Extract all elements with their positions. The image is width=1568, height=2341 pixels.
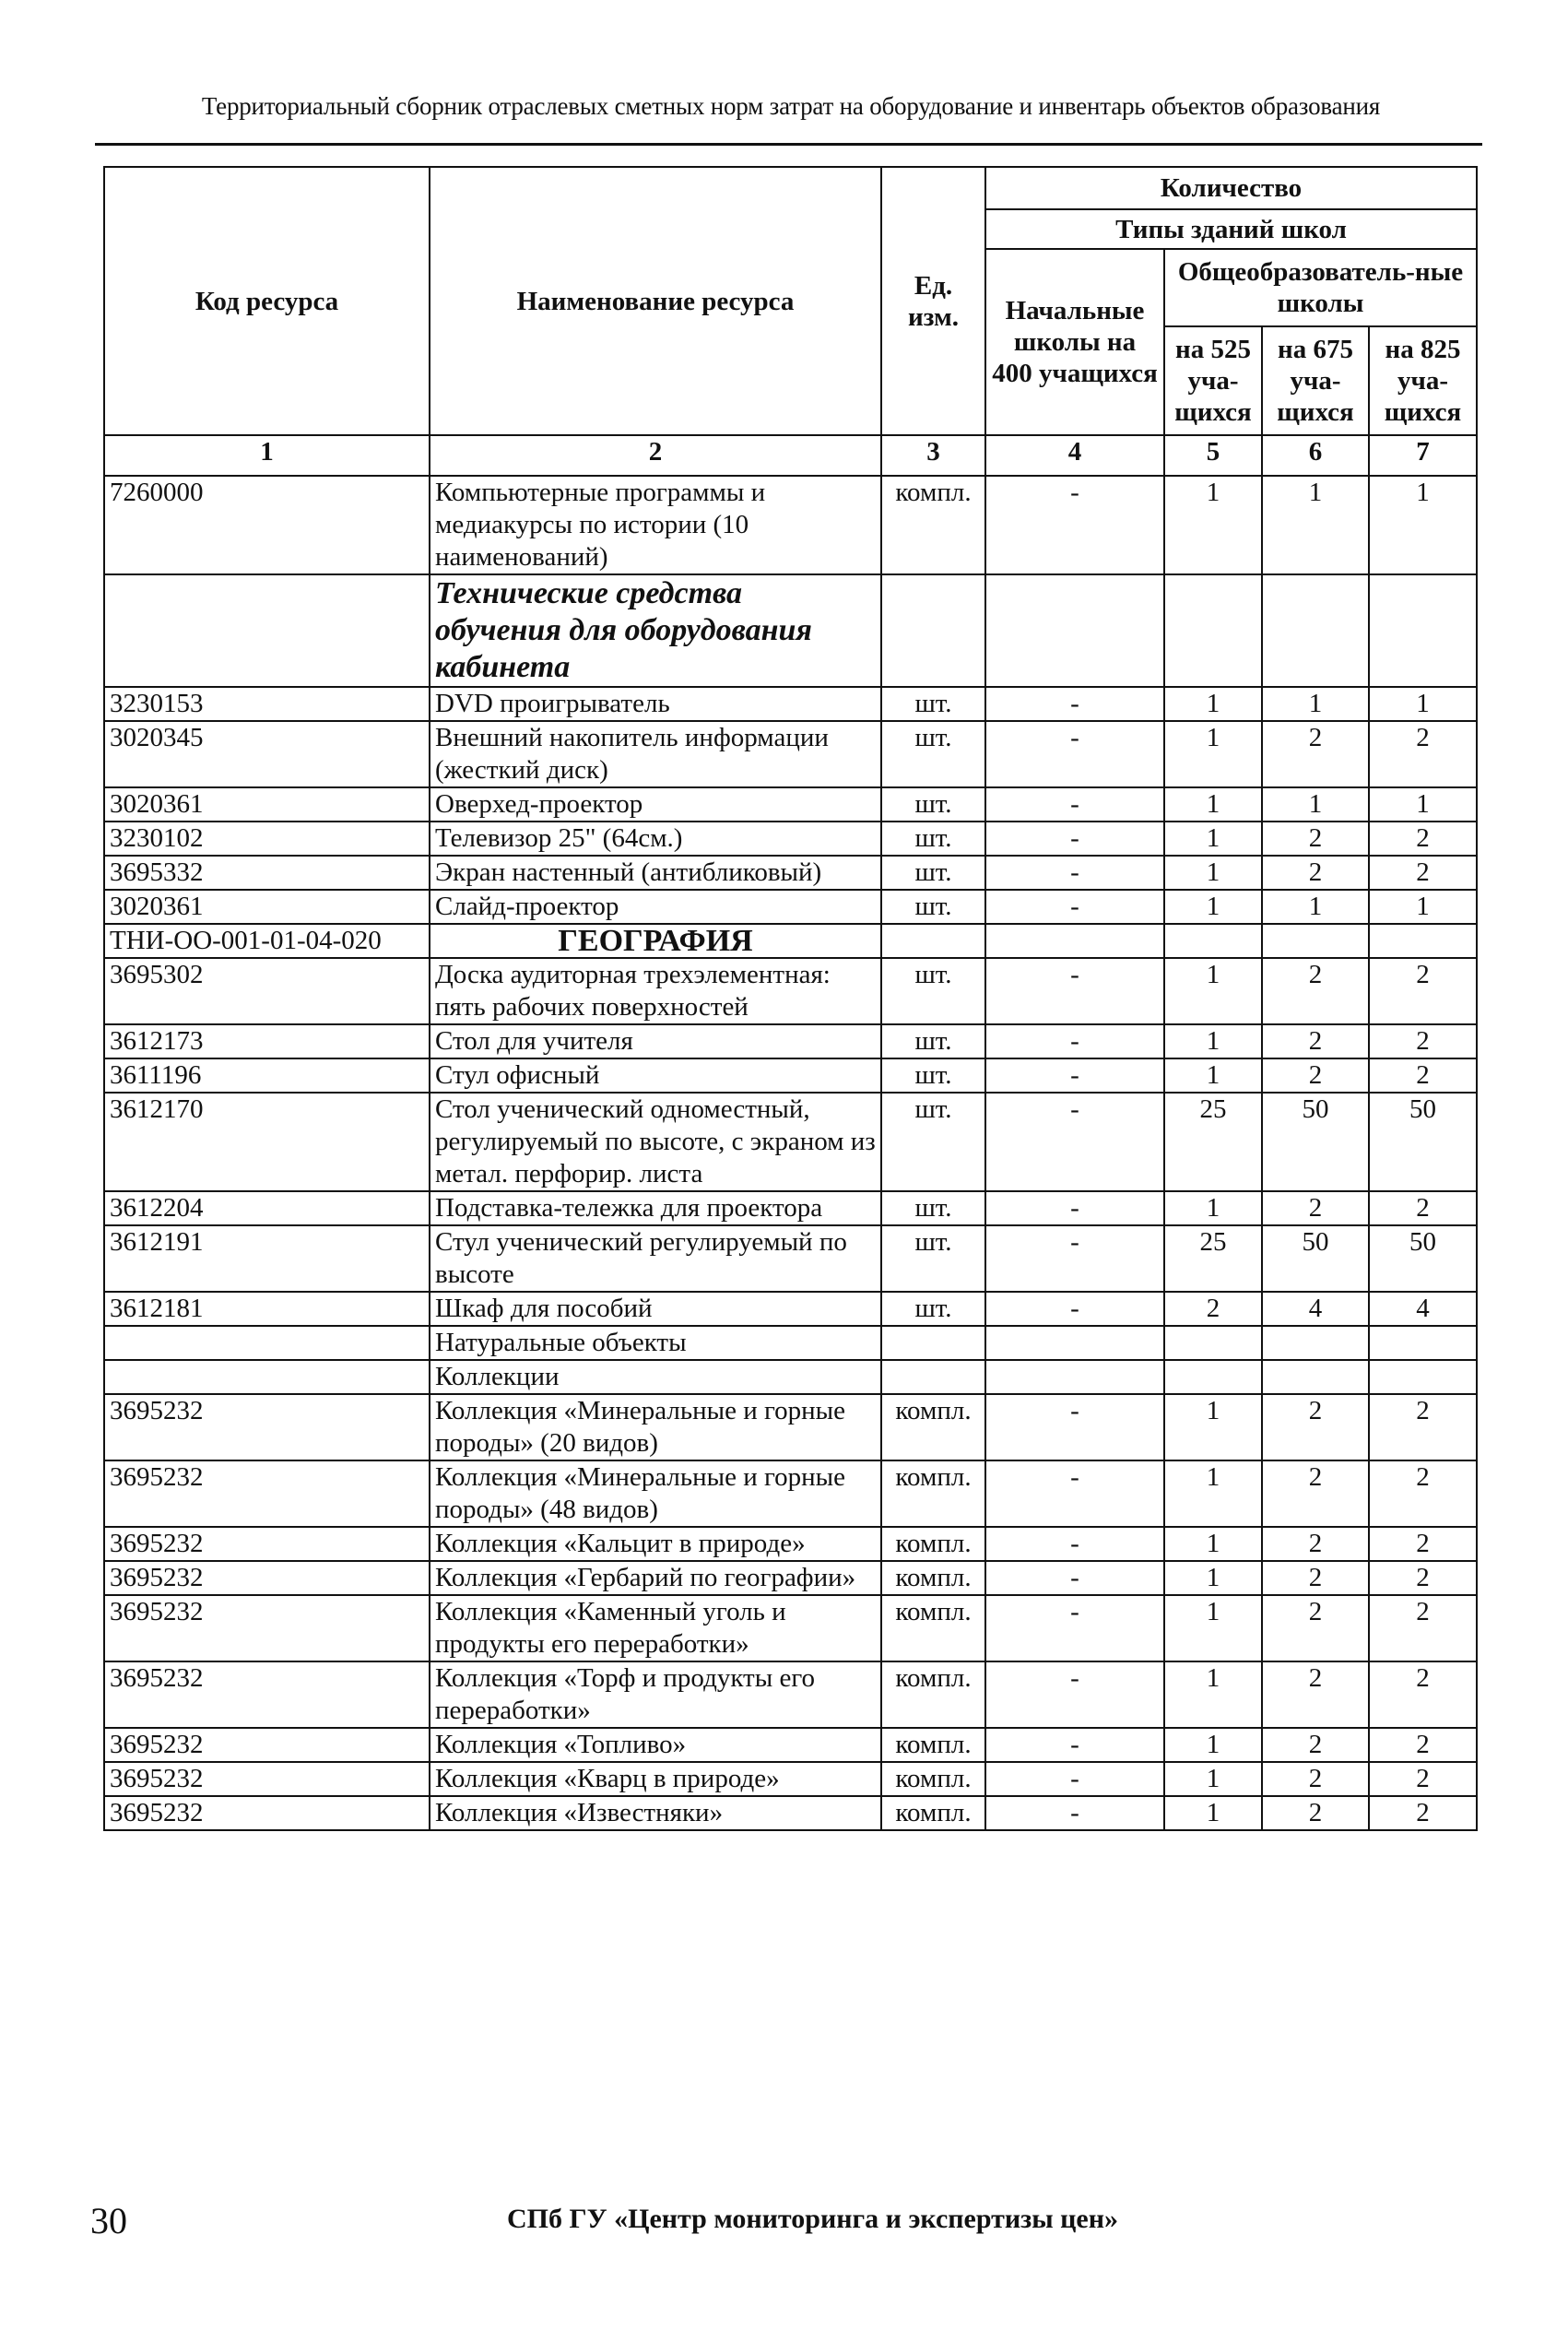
qty-675-cell: 1 (1262, 787, 1369, 822)
qty-825-cell: 2 (1369, 1460, 1477, 1527)
unit-cell: компл. (881, 1595, 985, 1661)
unit-cell (881, 574, 985, 687)
qty-825-cell: 2 (1369, 1661, 1477, 1728)
resource-name-cell: Коллекции (430, 1360, 881, 1394)
qty-675-cell: 2 (1262, 1796, 1369, 1830)
qty-675-cell: 2 (1262, 1191, 1369, 1225)
column-number: 3 (881, 435, 985, 476)
resource-code-cell: 3230153 (104, 687, 430, 721)
unit-cell: шт. (881, 687, 985, 721)
resource-code-cell: 3695232 (104, 1394, 430, 1460)
table-row (104, 1762, 1477, 1796)
resource-code-cell: 3695232 (104, 1728, 430, 1762)
qty-675-cell: 2 (1262, 822, 1369, 856)
unit-cell (881, 1326, 985, 1360)
qty-525-cell (1164, 1360, 1262, 1394)
qty-825-cell: 2 (1369, 1024, 1477, 1058)
unit-cell: шт. (881, 1024, 985, 1058)
unit-cell: шт. (881, 1225, 985, 1292)
resource-code-cell (104, 1326, 430, 1360)
qty-675-cell: 1 (1262, 687, 1369, 721)
resource-name-cell: DVD проигрыватель (430, 687, 881, 721)
qty-525-cell: 1 (1164, 1394, 1262, 1460)
qty-675-cell: 50 (1262, 1093, 1369, 1191)
table-row (104, 1728, 1477, 1762)
qty-525-cell (1164, 1326, 1262, 1360)
unit-cell: шт. (881, 1292, 985, 1326)
resource-name-cell: ГЕОГРАФИЯ (430, 924, 881, 958)
qty-primary-400-cell: - (985, 1191, 1164, 1225)
table-row (104, 1561, 1477, 1595)
qty-675-cell: 2 (1262, 1762, 1369, 1796)
resource-code-cell: 3020345 (104, 721, 430, 787)
qty-525-cell: 1 (1164, 1561, 1262, 1595)
column-number: 2 (430, 435, 881, 476)
qty-825-cell: 1 (1369, 890, 1477, 924)
unit-cell: шт. (881, 890, 985, 924)
resource-name-cell: Подставка-тележка для проектора (430, 1191, 881, 1225)
table-row (104, 1595, 1477, 1661)
qty-675-cell: 2 (1262, 1024, 1369, 1058)
unit-cell: шт. (881, 721, 985, 787)
qty-825-cell: 1 (1369, 687, 1477, 721)
resource-code-cell: 3020361 (104, 787, 430, 822)
unit-cell (881, 1360, 985, 1394)
qty-525-cell: 1 (1164, 1595, 1262, 1661)
table-row (104, 787, 1477, 822)
column-number-row (104, 435, 1477, 476)
qty-primary-400-cell: - (985, 1796, 1164, 1830)
qty-primary-400-cell: - (985, 1762, 1164, 1796)
qty-675-cell (1262, 574, 1369, 687)
qty-525-cell: 25 (1164, 1225, 1262, 1292)
qty-825-cell: 50 (1369, 1093, 1477, 1191)
resource-code-cell: 3611196 (104, 1058, 430, 1093)
resource-code-cell (104, 1360, 430, 1394)
resource-name-cell: Стул ученический регулируемый по высоте (430, 1225, 881, 1292)
qty-525-cell: 1 (1164, 1762, 1262, 1796)
qty-525-cell: 1 (1164, 890, 1262, 924)
qty-525-cell: 1 (1164, 687, 1262, 721)
resource-code-cell: 3695232 (104, 1661, 430, 1728)
qty-825-cell (1369, 1360, 1477, 1394)
qty-525-cell: 1 (1164, 856, 1262, 890)
unit-cell: компл. (881, 1796, 985, 1830)
qty-primary-400-cell: - (985, 890, 1164, 924)
resource-name-cell: Коллекция «Известняки» (430, 1796, 881, 1830)
table-row (104, 476, 1477, 574)
resource-name-cell: Коллекция «Топливо» (430, 1728, 881, 1762)
column-number: 7 (1369, 435, 1477, 476)
qty-675-cell: 1 (1262, 476, 1369, 574)
unit-cell: шт. (881, 822, 985, 856)
unit-cell: шт. (881, 856, 985, 890)
table-row (104, 890, 1477, 924)
resource-code-cell: ТНИ-ОО-001-01-04-020 (104, 924, 430, 958)
resource-code-cell: 3612191 (104, 1225, 430, 1292)
qty-primary-400-cell: - (985, 787, 1164, 822)
qty-825-cell: 2 (1369, 1394, 1477, 1460)
qty-primary-400-cell: - (985, 476, 1164, 574)
qty-primary-400-cell: - (985, 1394, 1164, 1460)
resource-name-cell: Стол для учителя (430, 1024, 881, 1058)
table-row (104, 1360, 1477, 1394)
qty-525-cell (1164, 574, 1262, 687)
resource-code-cell: 3612204 (104, 1191, 430, 1225)
table-row (104, 1460, 1477, 1527)
header-825-students: на 825 уча-щихся (1369, 326, 1477, 435)
resource-code-cell: 3612173 (104, 1024, 430, 1058)
column-number: 1 (104, 435, 430, 476)
qty-675-cell (1262, 924, 1369, 958)
qty-675-cell (1262, 1326, 1369, 1360)
table-row (104, 1058, 1477, 1093)
qty-825-cell (1369, 924, 1477, 958)
resource-name-cell: Натуральные объекты (430, 1326, 881, 1360)
qty-525-cell: 1 (1164, 476, 1262, 574)
resource-name-cell: Коллекция «Кальцит в природе» (430, 1527, 881, 1561)
qty-primary-400-cell: - (985, 822, 1164, 856)
resource-name-cell: Шкаф для пособий (430, 1292, 881, 1326)
table-row (104, 1093, 1477, 1191)
resource-code-cell: 3695232 (104, 1762, 430, 1796)
resource-name-cell: Оверхед-проектор (430, 787, 881, 822)
resource-name-cell: Коллекция «Минеральные и горные породы» (48 видов) (430, 1460, 881, 1527)
qty-825-cell: 2 (1369, 1796, 1477, 1830)
column-number: 5 (1164, 435, 1262, 476)
qty-525-cell: 1 (1164, 721, 1262, 787)
qty-675-cell: 1 (1262, 890, 1369, 924)
qty-675-cell: 2 (1262, 1058, 1369, 1093)
qty-675-cell: 2 (1262, 1460, 1369, 1527)
qty-primary-400-cell: - (985, 1460, 1164, 1527)
qty-525-cell: 1 (1164, 1024, 1262, 1058)
qty-675-cell: 4 (1262, 1292, 1369, 1326)
unit-cell: компл. (881, 1561, 985, 1595)
header-unit: Ед. изм. (881, 167, 985, 435)
unit-cell: компл. (881, 476, 985, 574)
unit-cell: компл. (881, 1661, 985, 1728)
unit-cell: шт. (881, 787, 985, 822)
resource-code-cell (104, 574, 430, 687)
table-row (104, 1292, 1477, 1326)
resource-name-cell: Стол ученический одноместный, регулируемый по высоте, с экраном из метал. перфорир. листа (430, 1093, 881, 1191)
unit-cell: шт. (881, 1093, 985, 1191)
resource-table (103, 166, 1478, 1831)
qty-825-cell: 2 (1369, 1527, 1477, 1561)
qty-825-cell: 1 (1369, 476, 1477, 574)
unit-cell: компл. (881, 1460, 985, 1527)
qty-525-cell: 1 (1164, 1527, 1262, 1561)
qty-primary-400-cell: - (985, 1561, 1164, 1595)
header-quantity: Количество (985, 167, 1477, 209)
qty-825-cell: 2 (1369, 1058, 1477, 1093)
unit-cell: компл. (881, 1762, 985, 1796)
table-row (104, 1024, 1477, 1058)
resource-code-cell: 3612170 (104, 1093, 430, 1191)
qty-primary-400-cell (985, 1326, 1164, 1360)
resource-name-cell: Технические средства обучения для оборудования кабинета (430, 574, 881, 687)
qty-primary-400-cell: - (985, 1024, 1164, 1058)
qty-primary-400-cell: - (985, 687, 1164, 721)
resource-name-cell: Стул офисный (430, 1058, 881, 1093)
resource-name-cell: Коллекция «Торф и продукты его переработки» (430, 1661, 881, 1728)
qty-525-cell: 1 (1164, 1728, 1262, 1762)
resource-code-cell: 3695232 (104, 1561, 430, 1595)
qty-primary-400-cell (985, 924, 1164, 958)
resource-code-cell: 7260000 (104, 476, 430, 574)
resource-code-cell: 3695232 (104, 1595, 430, 1661)
qty-825-cell: 50 (1369, 1225, 1477, 1292)
unit-cell (881, 924, 985, 958)
header-675-students: на 675 уча-щихся (1262, 326, 1369, 435)
page-number: 30 (90, 2200, 127, 2241)
qty-primary-400-cell (985, 574, 1164, 687)
unit-cell: шт. (881, 1058, 985, 1093)
unit-cell: компл. (881, 1527, 985, 1561)
subject-row (104, 924, 1477, 958)
column-number: 4 (985, 435, 1164, 476)
unit-cell: компл. (881, 1394, 985, 1460)
table-row (104, 958, 1477, 1024)
qty-525-cell: 1 (1164, 1661, 1262, 1728)
table-row (104, 1527, 1477, 1561)
qty-primary-400-cell (985, 1360, 1164, 1394)
resource-code-cell: 3695232 (104, 1460, 430, 1527)
column-number: 6 (1262, 435, 1369, 476)
unit-cell: шт. (881, 958, 985, 1024)
qty-825-cell: 2 (1369, 822, 1477, 856)
resource-name-cell: Коллекция «Кварц в природе» (430, 1762, 881, 1796)
qty-675-cell: 2 (1262, 856, 1369, 890)
header-general-schools: Общеобразователь-ные школы (1164, 249, 1477, 326)
table-row (104, 721, 1477, 787)
resource-name-cell: Экран настенный (антибликовый) (430, 856, 881, 890)
header-name: Наименование ресурса (430, 167, 881, 435)
qty-525-cell: 1 (1164, 1796, 1262, 1830)
table-row (104, 1796, 1477, 1830)
qty-825-cell: 2 (1369, 1762, 1477, 1796)
resource-code-cell: 3020361 (104, 890, 430, 924)
qty-525-cell: 1 (1164, 1058, 1262, 1093)
qty-675-cell: 2 (1262, 1661, 1369, 1728)
qty-primary-400-cell: - (985, 1292, 1164, 1326)
resource-name-cell: Доска аудиторная трехэлементная: пять рабочих поверхностей (430, 958, 881, 1024)
resource-code-cell: 3695302 (104, 958, 430, 1024)
footer-organization: СПб ГУ «Центр мониторинга и экспертизы цен» (507, 2204, 1119, 2234)
table-body (104, 435, 1477, 1830)
qty-825-cell: 2 (1369, 721, 1477, 787)
resource-name-cell: Телевизор 25" (64см.) (430, 822, 881, 856)
qty-525-cell: 1 (1164, 1460, 1262, 1527)
qty-525-cell (1164, 924, 1262, 958)
qty-825-cell: 1 (1369, 787, 1477, 822)
resource-name-cell: Коллекция «Минеральные и горные породы» (20 видов) (430, 1394, 881, 1460)
qty-675-cell: 2 (1262, 1394, 1369, 1460)
qty-primary-400-cell: - (985, 1661, 1164, 1728)
resource-name-cell: Компьютерные программы и медиакурсы по истории (10 наименований) (430, 476, 881, 574)
qty-675-cell: 2 (1262, 1728, 1369, 1762)
resource-name-cell: Коллекция «Гербарий по географии» (430, 1561, 881, 1595)
table-row (104, 1661, 1477, 1728)
section-row (104, 574, 1477, 687)
table-row (104, 1191, 1477, 1225)
qty-525-cell: 25 (1164, 1093, 1262, 1191)
qty-825-cell: 2 (1369, 1561, 1477, 1595)
resource-name-cell: Внешний накопитель информации (жесткий диск) (430, 721, 881, 787)
qty-primary-400-cell: - (985, 1527, 1164, 1561)
qty-825-cell: 2 (1369, 1728, 1477, 1762)
qty-primary-400-cell: - (985, 1093, 1164, 1191)
qty-primary-400-cell: - (985, 1728, 1164, 1762)
qty-primary-400-cell: - (985, 856, 1164, 890)
header-primary-schools: Начальные школы на 400 учащихся (985, 249, 1164, 435)
table-row (104, 1394, 1477, 1460)
qty-675-cell: 2 (1262, 1561, 1369, 1595)
qty-825-cell: 2 (1369, 958, 1477, 1024)
unit-cell: компл. (881, 1728, 985, 1762)
qty-primary-400-cell: - (985, 1225, 1164, 1292)
qty-825-cell: 2 (1369, 1191, 1477, 1225)
header-code: Код ресурса (104, 167, 430, 435)
header-525-students: на 525 уча-щихся (1164, 326, 1262, 435)
table-row (104, 856, 1477, 890)
table-row (104, 822, 1477, 856)
page-header: Территориальный сборник отраслевых сметных норм затрат на оборудование и инвентарь объектов образования (201, 92, 1381, 120)
qty-825-cell (1369, 574, 1477, 687)
qty-675-cell: 50 (1262, 1225, 1369, 1292)
qty-675-cell: 2 (1262, 958, 1369, 1024)
qty-825-cell: 2 (1369, 1595, 1477, 1661)
table-row (104, 1326, 1477, 1360)
table-row (104, 1225, 1477, 1292)
resource-name-cell: Слайд-проектор (430, 890, 881, 924)
qty-primary-400-cell: - (985, 721, 1164, 787)
resource-code-cell: 3695232 (104, 1796, 430, 1830)
header-rule (95, 143, 1482, 146)
qty-525-cell: 1 (1164, 958, 1262, 1024)
qty-525-cell: 1 (1164, 822, 1262, 856)
qty-primary-400-cell: - (985, 958, 1164, 1024)
qty-525-cell: 1 (1164, 787, 1262, 822)
resource-code-cell: 3695332 (104, 856, 430, 890)
qty-675-cell: 2 (1262, 1527, 1369, 1561)
qty-primary-400-cell: - (985, 1595, 1164, 1661)
unit-cell: шт. (881, 1191, 985, 1225)
resource-code-cell: 3612181 (104, 1292, 430, 1326)
qty-675-cell (1262, 1360, 1369, 1394)
resource-code-cell: 3230102 (104, 822, 430, 856)
qty-primary-400-cell: - (985, 1058, 1164, 1093)
qty-675-cell: 2 (1262, 721, 1369, 787)
qty-675-cell: 2 (1262, 1595, 1369, 1661)
header-building-types: Типы зданий школ (985, 209, 1477, 249)
qty-525-cell: 1 (1164, 1191, 1262, 1225)
resource-name-cell: Коллекция «Каменный уголь и продукты его переработки» (430, 1595, 881, 1661)
resource-code-cell: 3695232 (104, 1527, 430, 1561)
qty-825-cell (1369, 1326, 1477, 1360)
qty-825-cell: 4 (1369, 1292, 1477, 1326)
qty-525-cell: 2 (1164, 1292, 1262, 1326)
table-row (104, 687, 1477, 721)
qty-825-cell: 2 (1369, 856, 1477, 890)
